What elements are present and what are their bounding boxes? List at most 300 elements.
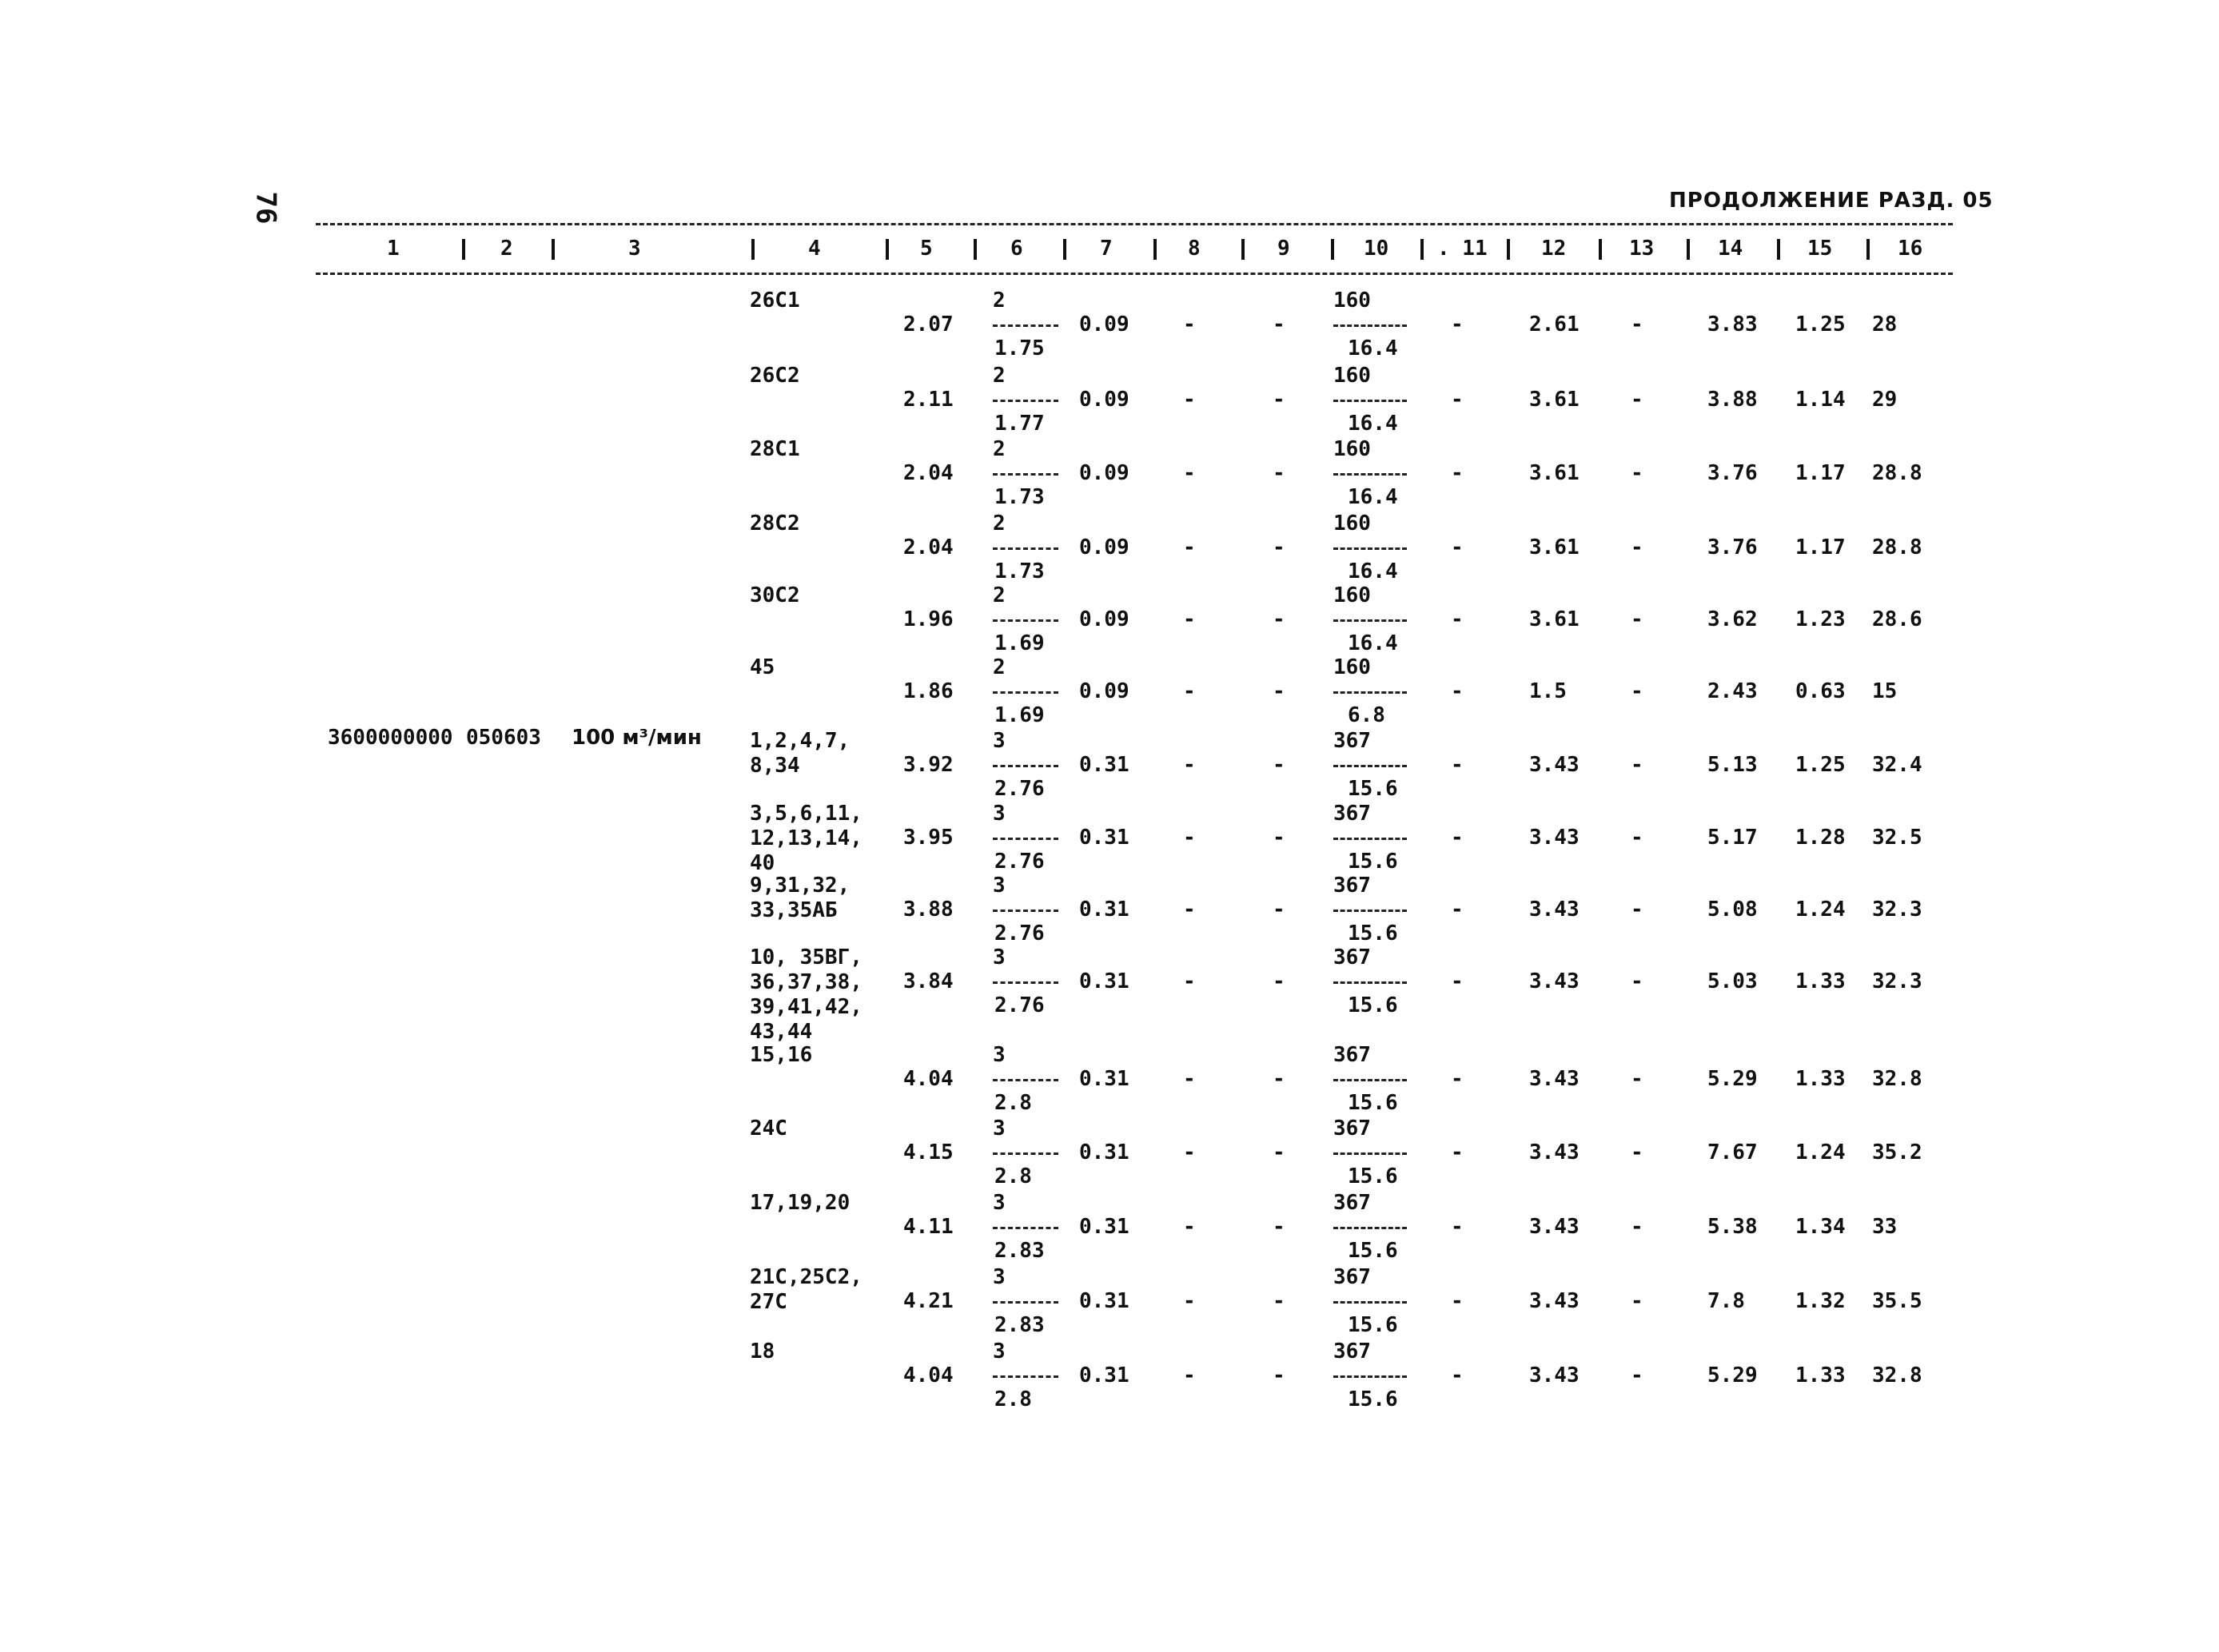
fraction-line [993, 619, 1058, 622]
fraction-numerator: 3 [993, 729, 1006, 753]
cell-col16: 32.8 [1872, 1067, 1922, 1091]
fraction-numerator: 3 [993, 1340, 1006, 1363]
cell-col11: - [1451, 1289, 1464, 1313]
cell-col13: - [1631, 1363, 1643, 1387]
fraction-line [1333, 473, 1407, 476]
column-number-12: 12 [1541, 237, 1567, 261]
cell-col7: 0.09 [1079, 607, 1129, 631]
cell-col8: - [1183, 679, 1196, 703]
cell-col8: - [1183, 1363, 1196, 1387]
cell-col14: 5.08 [1707, 898, 1758, 922]
row-label: 26С2 [750, 364, 800, 388]
row-label: 43,44 [750, 1020, 813, 1044]
row-label: 9,31,32, [750, 874, 851, 898]
cell-col12: 3.43 [1529, 1289, 1580, 1313]
cell-col15: 1.25 [1795, 753, 1846, 777]
cell-col15: 1.23 [1795, 607, 1846, 631]
cell-col15: 1.33 [1795, 1067, 1846, 1091]
cell-col15: 1.33 [1795, 969, 1846, 993]
cell-col12: 3.43 [1529, 753, 1580, 777]
column-separator [1507, 239, 1510, 260]
cell-col9: - [1273, 898, 1285, 922]
fraction-denominator: 1.77 [994, 412, 1045, 436]
fraction-line [1333, 1079, 1407, 1081]
cell-col11: - [1451, 1067, 1464, 1091]
cell-col12: 3.61 [1529, 607, 1580, 631]
cell-col7: 0.09 [1079, 312, 1129, 336]
column-number-10: 10 [1364, 237, 1389, 261]
fraction-line [993, 1152, 1058, 1155]
group-subcode: 050603 [466, 726, 541, 750]
column-separator [886, 239, 889, 260]
cell-col5: 4.21 [903, 1289, 954, 1313]
fraction-line [993, 691, 1058, 694]
cell-col9: - [1273, 1363, 1285, 1387]
cell-col13: - [1631, 388, 1643, 412]
cell-col14: 3.76 [1707, 535, 1758, 559]
column-separator [1687, 239, 1690, 260]
row-label: 28С1 [750, 437, 800, 461]
fraction-numerator: 367 [1333, 802, 1371, 826]
cell-col16: 35.2 [1872, 1140, 1922, 1164]
cell-col15: 1.24 [1795, 1140, 1846, 1164]
cell-col13: - [1631, 312, 1643, 336]
cell-col5: 1.86 [903, 679, 954, 703]
fraction-line [1333, 765, 1407, 767]
cell-col13: - [1631, 1215, 1643, 1239]
column-number-1: 1 [387, 237, 400, 261]
fraction-line [1333, 910, 1407, 912]
cell-col5: 3.84 [903, 969, 954, 993]
cell-col15: 0.63 [1795, 679, 1846, 703]
cell-col16: 28.8 [1872, 461, 1922, 485]
cell-col9: - [1273, 679, 1285, 703]
row-label: 21С,25С2, [750, 1265, 863, 1289]
cell-col8: - [1183, 969, 1196, 993]
cell-col9: - [1273, 1215, 1285, 1239]
fraction-numerator: 367 [1333, 1265, 1371, 1289]
cell-col7: 0.31 [1079, 1215, 1129, 1239]
row-label: 18 [750, 1340, 775, 1363]
fraction-denominator: 2.76 [994, 850, 1045, 874]
fraction-numerator: 3 [993, 945, 1006, 969]
fraction-denominator: 16.4 [1348, 412, 1398, 436]
column-number-11: . 11 [1437, 237, 1488, 261]
cell-col14: 5.17 [1707, 826, 1758, 850]
fraction-line [1333, 619, 1407, 622]
cell-col14: 2.43 [1707, 679, 1758, 703]
fraction-numerator: 3 [993, 874, 1006, 898]
column-number-5: 5 [920, 237, 933, 261]
fraction-numerator: 2 [993, 583, 1006, 607]
cell-col5: 2.04 [903, 535, 954, 559]
header-top-rule [316, 223, 1953, 225]
cell-col7: 0.31 [1079, 826, 1129, 850]
cell-col12: 3.43 [1529, 969, 1580, 993]
fraction-numerator: 2 [993, 655, 1006, 679]
fraction-numerator: 160 [1333, 583, 1371, 607]
fraction-denominator: 15.6 [1348, 1164, 1398, 1188]
cell-col14: 5.29 [1707, 1363, 1758, 1387]
cell-col13: - [1631, 969, 1643, 993]
cell-col13: - [1631, 1289, 1643, 1313]
cell-col13: - [1631, 898, 1643, 922]
cell-col9: - [1273, 1067, 1285, 1091]
cell-col8: - [1183, 388, 1196, 412]
cell-col12: 3.43 [1529, 826, 1580, 850]
cell-col13: - [1631, 1140, 1643, 1164]
cell-col15: 1.32 [1795, 1289, 1846, 1313]
row-label: 3,5,6,11, [750, 802, 863, 826]
fraction-numerator: 367 [1333, 1043, 1371, 1067]
cell-col5: 3.92 [903, 753, 954, 777]
cell-col16: 32.4 [1872, 753, 1922, 777]
cell-col7: 0.31 [1079, 1363, 1129, 1387]
fraction-numerator: 3 [993, 1265, 1006, 1289]
group-code: 3600000000 [328, 726, 453, 750]
cell-col8: - [1183, 461, 1196, 485]
fraction-numerator: 367 [1333, 874, 1371, 898]
cell-col15: 1.17 [1795, 535, 1846, 559]
fraction-line [1333, 981, 1407, 984]
fraction-line [993, 910, 1058, 912]
cell-col11: - [1451, 535, 1464, 559]
fraction-denominator: 15.6 [1348, 993, 1398, 1017]
cell-col11: - [1451, 1363, 1464, 1387]
cell-col14: 3.76 [1707, 461, 1758, 485]
cell-col12: 2.61 [1529, 312, 1580, 336]
column-separator [1063, 239, 1066, 260]
column-number-13: 13 [1629, 237, 1655, 261]
row-label: 12,13,14, [750, 826, 863, 850]
fraction-numerator: 367 [1333, 729, 1371, 753]
column-separator [552, 239, 555, 260]
cell-col16: 33 [1872, 1215, 1898, 1239]
section-title: ПРОДОЛЖЕНИЕ РАЗД. 05 [1669, 189, 1994, 213]
fraction-denominator: 15.6 [1348, 922, 1398, 945]
fraction-line [993, 1301, 1058, 1304]
fraction-denominator: 2.8 [994, 1387, 1032, 1411]
fraction-numerator: 3 [993, 1117, 1006, 1140]
fraction-line [993, 547, 1058, 550]
cell-col7: 0.31 [1079, 1140, 1129, 1164]
cell-col12: 3.43 [1529, 1215, 1580, 1239]
fraction-line [1333, 324, 1407, 327]
row-label: 8,34 [750, 754, 800, 778]
cell-col5: 2.07 [903, 312, 954, 336]
fraction-line [993, 1079, 1058, 1081]
row-label: 15,16 [750, 1043, 813, 1067]
fraction-denominator: 1.69 [994, 703, 1045, 727]
cell-col5: 4.04 [903, 1363, 954, 1387]
cell-col13: - [1631, 753, 1643, 777]
cell-col15: 1.33 [1795, 1363, 1846, 1387]
cell-col5: 4.04 [903, 1067, 954, 1091]
column-number-8: 8 [1188, 237, 1201, 261]
fraction-line [1333, 1227, 1407, 1229]
cell-col11: - [1451, 753, 1464, 777]
cell-col8: - [1183, 312, 1196, 336]
cell-col8: - [1183, 898, 1196, 922]
cell-col9: - [1273, 461, 1285, 485]
fraction-line [1333, 547, 1407, 550]
column-number-3: 3 [628, 237, 641, 261]
cell-col8: - [1183, 1140, 1196, 1164]
fraction-line [1333, 1152, 1407, 1155]
fraction-line [1333, 400, 1407, 402]
cell-col14: 3.62 [1707, 607, 1758, 631]
fraction-denominator: 2.83 [994, 1313, 1045, 1337]
fraction-numerator: 367 [1333, 1117, 1371, 1140]
cell-col7: 0.31 [1079, 969, 1129, 993]
cell-col5: 3.95 [903, 826, 954, 850]
fraction-denominator: 1.75 [994, 336, 1045, 360]
cell-col12: 3.43 [1529, 898, 1580, 922]
fraction-numerator: 2 [993, 364, 1006, 388]
cell-col5: 2.11 [903, 388, 954, 412]
cell-col7: 0.09 [1079, 388, 1129, 412]
cell-col14: 7.67 [1707, 1140, 1758, 1164]
fraction-numerator: 2 [993, 437, 1006, 461]
cell-col16: 29 [1872, 388, 1898, 412]
cell-col11: - [1451, 461, 1464, 485]
fraction-line [1333, 691, 1407, 694]
column-separator [1420, 239, 1424, 260]
fraction-denominator: 15.6 [1348, 1239, 1398, 1263]
fraction-numerator: 160 [1333, 289, 1371, 312]
fraction-numerator: 2 [993, 289, 1006, 312]
column-separator [1331, 239, 1334, 260]
cell-col16: 15 [1872, 679, 1898, 703]
cell-col13: - [1631, 607, 1643, 631]
cell-col16: 28.6 [1872, 607, 1922, 631]
cell-col14: 5.03 [1707, 969, 1758, 993]
row-label: 45 [750, 655, 775, 679]
cell-col16: 32.3 [1872, 898, 1922, 922]
fraction-line [993, 324, 1058, 327]
row-label: 39,41,42, [750, 995, 863, 1019]
cell-col15: 1.25 [1795, 312, 1846, 336]
column-separator [462, 239, 465, 260]
fraction-denominator: 15.6 [1348, 1387, 1398, 1411]
cell-col14: 7.8 [1707, 1289, 1745, 1313]
fraction-denominator: 15.6 [1348, 777, 1398, 801]
cell-col5: 4.15 [903, 1140, 954, 1164]
cell-col9: - [1273, 388, 1285, 412]
fraction-denominator: 2.76 [994, 777, 1045, 801]
fraction-denominator: 2.83 [994, 1239, 1045, 1263]
cell-col12: 3.61 [1529, 388, 1580, 412]
row-label: 26С1 [750, 289, 800, 312]
cell-col8: - [1183, 1067, 1196, 1091]
cell-col8: - [1183, 826, 1196, 850]
row-label: 10, 35ВГ, [750, 945, 863, 969]
cell-col5: 1.96 [903, 607, 954, 631]
fraction-line [1333, 838, 1407, 840]
cell-col14: 5.38 [1707, 1215, 1758, 1239]
cell-col5: 2.04 [903, 461, 954, 485]
fraction-denominator: 16.4 [1348, 485, 1398, 509]
cell-col16: 35.5 [1872, 1289, 1922, 1313]
cell-col14: 5.13 [1707, 753, 1758, 777]
column-separator [1153, 239, 1157, 260]
fraction-denominator: 2.8 [994, 1164, 1032, 1188]
cell-col8: - [1183, 535, 1196, 559]
cell-col16: 28.8 [1872, 535, 1922, 559]
cell-col11: - [1451, 679, 1464, 703]
cell-col13: - [1631, 535, 1643, 559]
cell-col9: - [1273, 826, 1285, 850]
column-separator [1866, 239, 1870, 260]
fraction-denominator: 1.73 [994, 559, 1045, 583]
fraction-numerator: 2 [993, 512, 1006, 535]
cell-col9: - [1273, 607, 1285, 631]
row-label: 30С2 [750, 583, 800, 607]
column-separator [1241, 239, 1245, 260]
row-label: 27С [750, 1290, 787, 1314]
cell-col5: 4.11 [903, 1215, 954, 1239]
fraction-numerator: 367 [1333, 1340, 1371, 1363]
cell-col12: 3.61 [1529, 461, 1580, 485]
cell-col11: - [1451, 969, 1464, 993]
cell-col11: - [1451, 607, 1464, 631]
fraction-line [993, 765, 1058, 767]
cell-col15: 1.17 [1795, 461, 1846, 485]
cell-col13: - [1631, 826, 1643, 850]
cell-col12: 3.43 [1529, 1140, 1580, 1164]
column-separator [751, 239, 755, 260]
cell-col12: 3.43 [1529, 1067, 1580, 1091]
cell-col12: 1.5 [1529, 679, 1567, 703]
fraction-numerator: 160 [1333, 655, 1371, 679]
cell-col9: - [1273, 969, 1285, 993]
fraction-numerator: 367 [1333, 945, 1371, 969]
column-number-6: 6 [1010, 237, 1023, 261]
fraction-numerator: 367 [1333, 1191, 1371, 1215]
fraction-denominator: 2.8 [994, 1091, 1032, 1115]
fraction-line [993, 400, 1058, 402]
cell-col9: - [1273, 753, 1285, 777]
cell-col7: 0.09 [1079, 535, 1129, 559]
cell-col7: 0.31 [1079, 1067, 1129, 1091]
cell-col16: 32.8 [1872, 1363, 1922, 1387]
cell-col9: - [1273, 312, 1285, 336]
row-label: 24С [750, 1117, 787, 1140]
fraction-denominator: 15.6 [1348, 850, 1398, 874]
fraction-line [993, 1227, 1058, 1229]
column-number-4: 4 [808, 237, 821, 261]
row-label: 40 [750, 851, 775, 875]
row-label: 1,2,4,7, [750, 729, 851, 753]
cell-col9: - [1273, 535, 1285, 559]
cell-col9: - [1273, 1289, 1285, 1313]
cell-col13: - [1631, 679, 1643, 703]
fraction-denominator: 16.4 [1348, 336, 1398, 360]
column-separator [1777, 239, 1780, 260]
cell-col7: 0.31 [1079, 1289, 1129, 1313]
fraction-line [993, 838, 1058, 840]
cell-col15: 1.24 [1795, 898, 1846, 922]
cell-col15: 1.28 [1795, 826, 1846, 850]
cell-col8: - [1183, 607, 1196, 631]
fraction-denominator: 1.73 [994, 485, 1045, 509]
fraction-denominator: 2.76 [994, 922, 1045, 945]
column-number-14: 14 [1718, 237, 1743, 261]
fraction-line [993, 981, 1058, 984]
cell-col15: 1.34 [1795, 1215, 1846, 1239]
fraction-denominator: 15.6 [1348, 1091, 1398, 1115]
cell-col15: 1.14 [1795, 388, 1846, 412]
cell-col12: 3.43 [1529, 1363, 1580, 1387]
fraction-denominator: 2.76 [994, 993, 1045, 1017]
fraction-denominator: 15.6 [1348, 1313, 1398, 1337]
fraction-denominator: 6.8 [1348, 703, 1385, 727]
column-number-16: 16 [1898, 237, 1923, 261]
cell-col8: - [1183, 1215, 1196, 1239]
row-label: 33,35АБ [750, 898, 838, 922]
cell-col14: 3.83 [1707, 312, 1758, 336]
fraction-denominator: 1.69 [994, 631, 1045, 655]
cell-col11: - [1451, 1140, 1464, 1164]
fraction-numerator: 3 [993, 802, 1006, 826]
fraction-numerator: 160 [1333, 437, 1371, 461]
cell-col11: - [1451, 312, 1464, 336]
page-number: 76 [249, 191, 282, 225]
cell-col7: 0.09 [1079, 679, 1129, 703]
cell-col11: - [1451, 388, 1464, 412]
column-number-2: 2 [500, 237, 513, 261]
column-number-9: 9 [1277, 237, 1290, 261]
header-bottom-rule [316, 273, 1953, 275]
column-number-7: 7 [1100, 237, 1113, 261]
row-label: 28С2 [750, 512, 800, 535]
cell-col7: 0.31 [1079, 898, 1129, 922]
fraction-line [1333, 1375, 1407, 1378]
cell-col14: 5.29 [1707, 1067, 1758, 1091]
cell-col11: - [1451, 826, 1464, 850]
fraction-denominator: 16.4 [1348, 559, 1398, 583]
fraction-line [993, 473, 1058, 476]
cell-col7: 0.09 [1079, 461, 1129, 485]
cell-col11: - [1451, 898, 1464, 922]
cell-col8: - [1183, 1289, 1196, 1313]
column-separator [974, 239, 977, 260]
fraction-numerator: 3 [993, 1043, 1006, 1067]
fraction-line [1333, 1301, 1407, 1304]
cell-col8: - [1183, 753, 1196, 777]
cell-col16: 32.3 [1872, 969, 1922, 993]
cell-col14: 3.88 [1707, 388, 1758, 412]
column-number-15: 15 [1807, 237, 1833, 261]
cell-col16: 28 [1872, 312, 1898, 336]
column-separator [1599, 239, 1602, 260]
cell-col5: 3.88 [903, 898, 954, 922]
row-label: 17,19,20 [750, 1191, 851, 1215]
cell-col13: - [1631, 1067, 1643, 1091]
fraction-numerator: 3 [993, 1191, 1006, 1215]
fraction-numerator: 160 [1333, 364, 1371, 388]
cell-col12: 3.61 [1529, 535, 1580, 559]
cell-col16: 32.5 [1872, 826, 1922, 850]
cell-col13: - [1631, 461, 1643, 485]
fraction-numerator: 160 [1333, 512, 1371, 535]
group-unit: 100 м³/мин [572, 726, 702, 750]
fraction-line [993, 1375, 1058, 1378]
fraction-denominator: 16.4 [1348, 631, 1398, 655]
row-label: 36,37,38, [750, 970, 863, 994]
cell-col7: 0.31 [1079, 753, 1129, 777]
cell-col9: - [1273, 1140, 1285, 1164]
